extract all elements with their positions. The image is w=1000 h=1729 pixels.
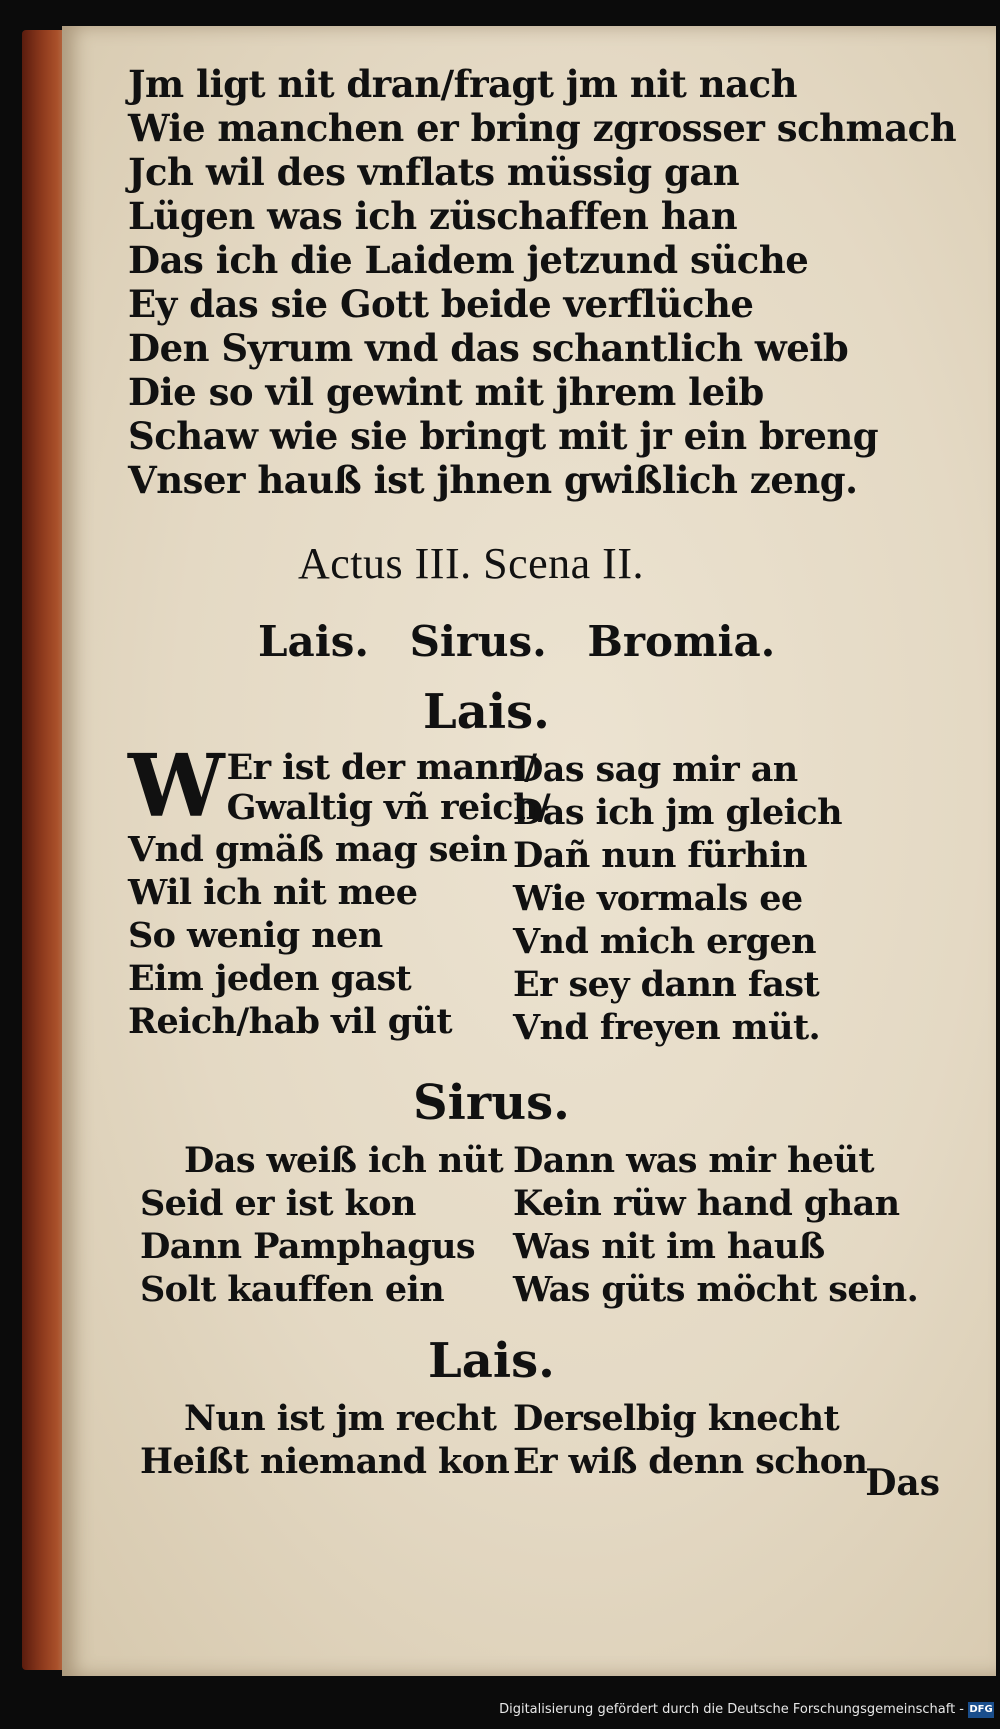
verse-line: Schaw wie sie bringt mit jr ein breng xyxy=(128,414,879,458)
act-scene-heading: Actus III. Scena II. xyxy=(298,539,644,588)
speech-line: Das ich jm gleich xyxy=(513,792,842,833)
speech-line: So wenig nen xyxy=(128,915,383,956)
speech-line: Vnd mich ergen xyxy=(513,921,817,962)
speech-line: Das sag mir an xyxy=(513,749,798,790)
speech-line: Kein rüw hand ghan xyxy=(513,1183,900,1224)
speech-line: Er sey dann fast xyxy=(513,964,820,1005)
speech-line: Derselbig knecht xyxy=(513,1398,840,1439)
catchword: Das xyxy=(865,1462,940,1504)
speaker-heading: Sirus. xyxy=(413,1075,570,1131)
speech-line: Dann Pamphagus xyxy=(140,1226,476,1267)
speech-line: Eim jeden gast xyxy=(128,958,412,999)
speech-line: Solt kauffen ein xyxy=(140,1269,445,1310)
drop-capital: W xyxy=(128,736,225,837)
speech-line: Das weiß ich nüt xyxy=(184,1140,504,1181)
verse-line: Ey das sie Gott beide verflüche xyxy=(128,282,754,326)
dramatis-personae: Lais. Sirus. Bromia. xyxy=(258,617,776,666)
speech-line: Was güts möcht sein. xyxy=(513,1269,919,1310)
speech-lais-2 xyxy=(128,1397,948,1483)
speech-line: Gwaltig vñ reich/ xyxy=(226,787,551,828)
verse-line: Lügen was ich züschaffen han xyxy=(128,194,738,238)
verse-block xyxy=(128,62,957,502)
speech-line: Dañ nun fürhin xyxy=(513,835,807,876)
speech-line: Wie vormals ee xyxy=(513,878,803,919)
speech-line: Vnd freyen müt. xyxy=(513,1007,821,1048)
verse-line: Das ich die Laidem jetzund süche xyxy=(128,238,809,282)
verse-line: Die so vil gewint mit jhrem leib xyxy=(128,370,764,414)
speech-line: Seid er ist kon xyxy=(140,1183,416,1224)
speech-line: Vnd gmäß mag sein xyxy=(128,829,508,870)
page-text xyxy=(128,62,957,1483)
verse-line: Wie manchen er bring zgrosser schmach xyxy=(128,106,957,150)
footer-credit: Digitalisierung gefördert durch die Deutsche Forschungsgemeinschaft - xyxy=(499,1702,964,1717)
verse-line: Jch wil des vnflats müssig gan xyxy=(128,150,740,194)
speech-line: Dann was mir heüt xyxy=(513,1140,874,1181)
speech-line: Nun ist jm recht xyxy=(184,1398,497,1439)
dfg-logo-badge: DFG xyxy=(968,1702,994,1718)
speech-sirus xyxy=(128,1139,948,1311)
speech-line: Heißt niemand kon xyxy=(140,1441,510,1482)
verse-line: Den Syrum vnd das schantlich weib xyxy=(128,326,849,370)
speech-lais-1 xyxy=(128,736,948,1049)
speaker-heading: Lais. xyxy=(423,684,550,740)
speech-line: Reich/hab vil güt xyxy=(128,1001,452,1042)
speaker-heading: Lais. xyxy=(428,1333,555,1389)
speech-line: Was nit im hauß xyxy=(513,1226,825,1267)
speech-line: Er wiß denn schon xyxy=(513,1441,868,1482)
verse-line: Vnser hauß ist jhnen gwißlich zeng. xyxy=(128,458,858,502)
speech-line: Wil ich nit mee xyxy=(128,872,418,913)
speech-line: Er ist der mann/ xyxy=(226,747,537,788)
verse-line: Jm ligt nit dran/fragt jm nit nach xyxy=(128,62,798,106)
digitization-footer xyxy=(0,1695,1000,1721)
